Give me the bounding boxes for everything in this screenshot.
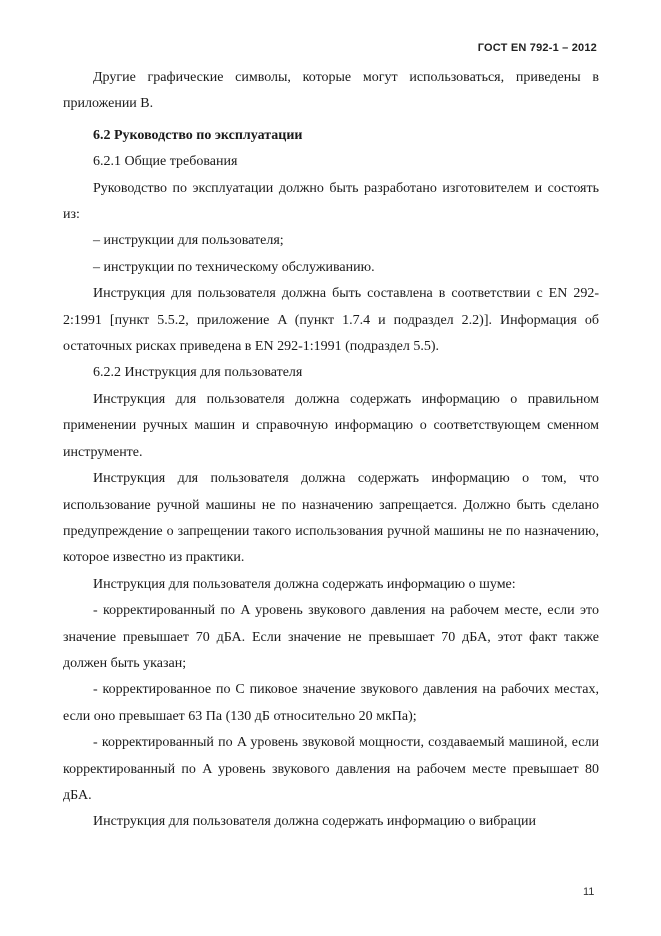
paragraph-correct-use: Инструкция для пользователя должна содержать информацию о правильном применении ручных машин и справочную информацию о соответствующем сменном инструменте. <box>63 391 599 460</box>
paragraph-noise-power: - корректированный по A уровень звуковой мощности, создаваемый машиной, если корректированный по A уровень звукового давления на рабочем месте превышает 80 дБА. <box>63 735 599 803</box>
paragraph-other-symbols: Другие графические символы, которые могут использоваться, приведены в приложении B. <box>63 70 599 112</box>
document-body <box>63 65 599 836</box>
list-item-user-instructions: – инструкции для пользователя; <box>93 233 284 249</box>
paragraph-en292-reference: Инструкция для пользователя должна быть составлена в соответствии с EN 292-2:1991 [пункт 5.5.2, приложение A (пункт 1.7.4 и подраздел 2.2)]. Информация об остаточных рисках приведена в EN 292-1:1991 (подраздел 5.5). <box>63 286 599 355</box>
paragraph-vibration-info: Инструкция для пользователя должна содержать информацию о вибрации <box>93 814 537 830</box>
section-heading-6-2: 6.2 Руководство по эксплуатации <box>93 127 303 143</box>
paragraph-noise-c-peak: - корректированное по C пиковое значение звукового давления на рабочих местах, если оно превышает 63 Па (130 дБ относительно 20 мкПа); <box>63 682 599 724</box>
paragraph-misuse-warning: Инструкция для пользователя должна содержать информацию о том, что использование ручной машины не по назначению запрещается. Должно быть сделано предупреждение о запрещении такого использования ручной машины не по назначению, которое известно из практики. <box>63 471 599 566</box>
page-number: 11 <box>583 886 595 898</box>
list-item-maintenance-instructions: – инструкции по техническому обслуживанию. <box>93 259 375 275</box>
subsection-heading-6-2-2: 6.2.2 Инструкция для пользователя <box>93 365 303 381</box>
paragraph-noise-a-level: - корректированный по A уровень звукового давления на рабочем месте, если это значение превышает 70 дБА. Если значение не превышает 70 дБА, этот факт также должен быть указан; <box>63 603 599 671</box>
paragraph-noise-info: Инструкция для пользователя должна содержать информацию о шуме: <box>93 576 516 592</box>
subsection-heading-6-2-1: 6.2.1 Общие требования <box>93 154 238 170</box>
document-header-code: ГОСТ EN 792-1 – 2012 <box>477 42 597 54</box>
paragraph-manual-composition: Руководство по эксплуатации должно быть разработано изготовителем и состоять из: <box>63 180 599 223</box>
